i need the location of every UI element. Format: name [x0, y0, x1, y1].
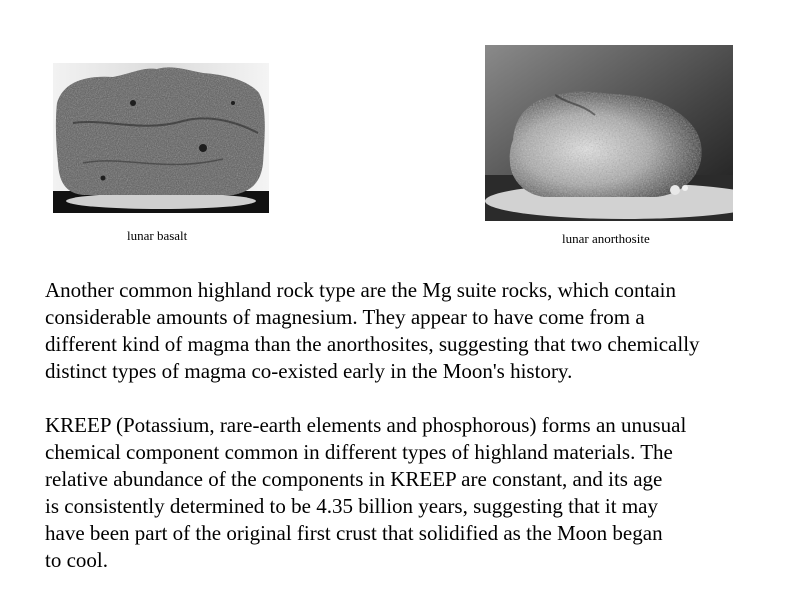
paragraph-line: to cool. [45, 548, 108, 572]
paragraph-line: distinct types of magma co-existed early in the Moon's history. [45, 359, 573, 383]
paragraph-line: chemical component common in different types of highland materials. The [45, 440, 673, 464]
kreep-paragraph [45, 412, 795, 574]
lunar-basalt-caption: lunar basalt [127, 228, 188, 243]
paragraph-line: KREEP (Potassium, rare-earth elements and phosphorous) forms an unusual [45, 413, 687, 437]
lunar-anorthosite-caption: lunar anorthosite [562, 231, 650, 246]
lunar-basalt-photo [53, 63, 269, 213]
paragraph-line: different kind of magma than the anorthosites, suggesting that two chemically [45, 332, 700, 356]
paragraph-line: considerable amounts of magnesium. They appear to have come from a [45, 305, 645, 329]
lunar-basalt-image [53, 63, 269, 213]
paragraph-line: relative abundance of the components in KREEP are constant, and its age [45, 467, 663, 491]
lunar-anorthosite-image [485, 45, 733, 221]
lunar-anorthosite-photo [485, 45, 733, 221]
mg-suite-paragraph [45, 277, 795, 385]
paragraph-line: is consistently determined to be 4.35 billion years, suggesting that it may [45, 494, 658, 518]
paragraph-line: have been part of the original first crust that solidified as the Moon began [45, 521, 663, 545]
paragraph-line: Another common highland rock type are the Mg suite rocks, which contain [45, 278, 677, 302]
